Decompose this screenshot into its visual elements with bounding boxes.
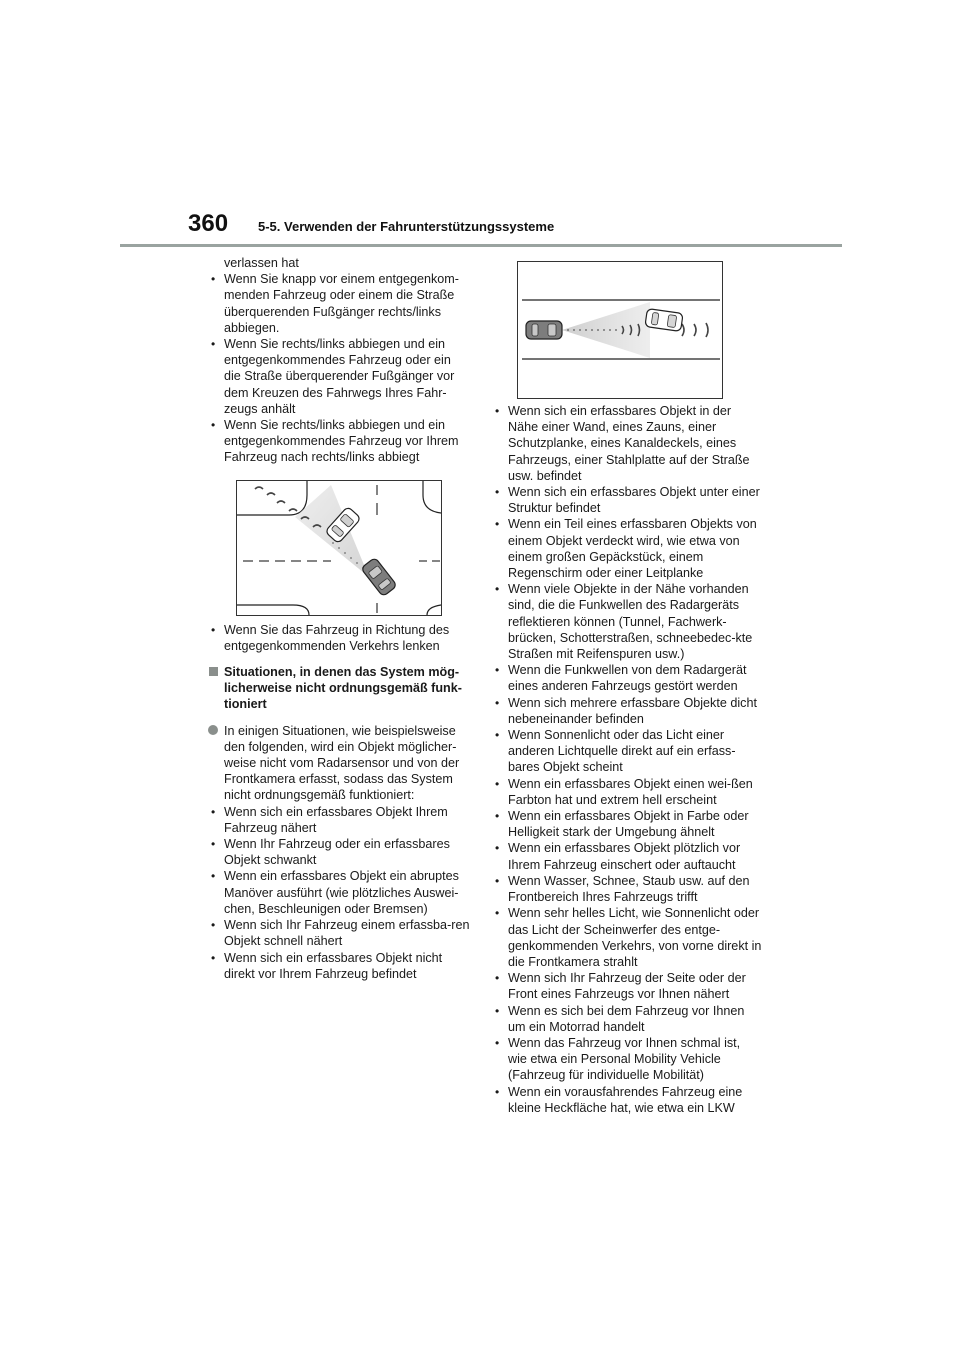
list-item: • Wenn sich Ihr Fahrzeug der Seite oder der Front eines Fahrzeugs vor Ihnen nähert [492,970,762,1002]
continuation-text: verlassen hat [224,256,299,270]
right-column [492,403,762,1116]
left-column [208,255,470,982]
list-item: • Wenn Wasser, Schnee, Staub usw. auf den Frontbereich Ihres Fahrzeugs trifft [492,873,762,905]
list-item: • Wenn sich ein erfassbares Objekt in der Nähe einer Wand, eines Zauns, einer Schutzplanke, eines Kanaldeckels, eines Fahrzeugs, einer Stahlplatte auf der Straße usw. befindet [492,403,762,484]
list-item: • Wenn Ihr Fahrzeug oder ein erfassbares Objekt schwankt [208,836,470,868]
list-item: • Wenn sich ein erfassbares Objekt Ihrem Fahrzeug nähert [208,804,470,836]
list-item: • Wenn es sich bei dem Fahrzeug vor Ihnen um ein Motorrad handelt [492,1003,762,1035]
list-item: • Wenn sehr helles Licht, wie Sonnenlicht oder das Licht der Scheinwerfer des entge-genkommenden Verkehrs, von vorne direkt in die Frontkamera strahlt [492,905,762,970]
list-item: • Wenn viele Objekte in der Nähe vorhanden sind, die die Funkwellen des Radargeräts reflektieren können (Tunnel, Fachwerk-brücken, Schotterstraßen, schneebedec-kte Straßen mit Reifenspuren usw.) [492,581,762,662]
steering-scenario-list [208,622,470,654]
list-item: • Wenn ein vorausfahrendes Fahrzeug eine kleine Heckfläche hat, wie etwa ein LKW [492,1084,762,1116]
list-item: • Wenn das Fahrzeug vor Ihnen schmal ist, wie etwa ein Personal Mobility Vehicle (Fahrzeug für individuelle Mobilität) [492,1035,762,1084]
list-item: • Wenn Sie rechts/links abbiegen und ein entgegenkommendes Fahrzeug oder ein die Straße überquerender Fußgänger vor dem Kreuzen des Fahrwegs Ihres Fahr-zeugs anhält [208,336,470,417]
list-item: • Wenn sich ein erfassbares Objekt nicht direkt vor Ihrem Fahrzeug befindet [208,950,470,982]
detection-issues-list-continued [492,403,762,1116]
subsection-heading [208,664,470,713]
page-number: 360 [188,210,229,237]
straight-road-illustration [517,261,723,399]
straight-road-diagram [518,262,722,398]
section-title: 5-5. Verwenden der Fahrunterstützungssysteme [258,219,555,234]
list-item: • Wenn ein erfassbares Objekt in Farbe oder Helligkeit stark der Umgebung ähnelt [492,808,762,840]
detection-issues-list [208,804,470,982]
intersection-diagram [237,481,441,615]
turn-scenarios-list [208,271,470,465]
list-item: • Wenn sich ein erfassbares Objekt unter einer Struktur befindet [492,484,762,516]
header-rule [120,244,842,247]
list-item: • Wenn ein erfassbares Objekt ein abruptes Manöver ausführt (wie plötzliches Auswei-chen, Beschleunigen oder Bremsen) [208,868,470,917]
list-item: • Wenn Sie das Fahrzeug in Richtung des entgegenkommenden Verkehrs lenken [208,622,470,654]
intersection-turn-illustration [236,480,442,616]
list-item: • Wenn ein erfassbares Objekt einen wei-ßen Farbton hat und extrem hell erscheint [492,776,762,808]
subsection-heading-text: Situationen, in denen das System mög-licherweise nicht ordnungsgemäß funk-tioniert [224,665,462,712]
intro-text: In einigen Situationen, wie beispielsweise den folgenden, wird ein Objekt möglicher-weise nicht vom Radarsensor und von der Frontkamera erfasst, sodass das System nicht ordnungsgemäß funktioniert: [224,723,460,803]
list-item: • Wenn Sie knapp vor einem entgegenkom-menden Fahrzeug oder einem die Straße überquerenden Fußgänger rechts/links abbiegen. [208,271,470,336]
list-item: • Wenn ein Teil eines erfassbaren Objekts von einem Objekt verdeckt wird, wie etwa von einem großen Gepäckstück, einem Regenschirm oder einer Leitplanke [492,516,762,581]
square-bullet-icon [209,667,218,676]
list-item: • Wenn die Funkwellen von dem Radargerät eines anderen Fahrzeugs gestört werden [492,662,762,694]
list-item: • Wenn Sonnenlicht oder das Licht einer anderen Lichtquelle direkt auf ein erfass-bares Objekt scheint [492,727,762,776]
list-item: • Wenn sich mehrere erfassbare Objekte dicht nebeneinander befinden [492,695,762,727]
list-item: • Wenn Sie rechts/links abbiegen und ein entgegenkommendes Fahrzeug vor Ihrem Fahrzeug nach rechts/links abbiegt [208,417,470,466]
circle-bullet-icon [208,725,218,735]
intro-paragraph [208,723,470,804]
list-item: • Wenn ein erfassbares Objekt plötzlich vor Ihrem Fahrzeug einschert oder auftaucht [492,840,762,872]
list-item: • Wenn sich Ihr Fahrzeug einem erfassba-ren Objekt schnell nähert [208,917,470,949]
